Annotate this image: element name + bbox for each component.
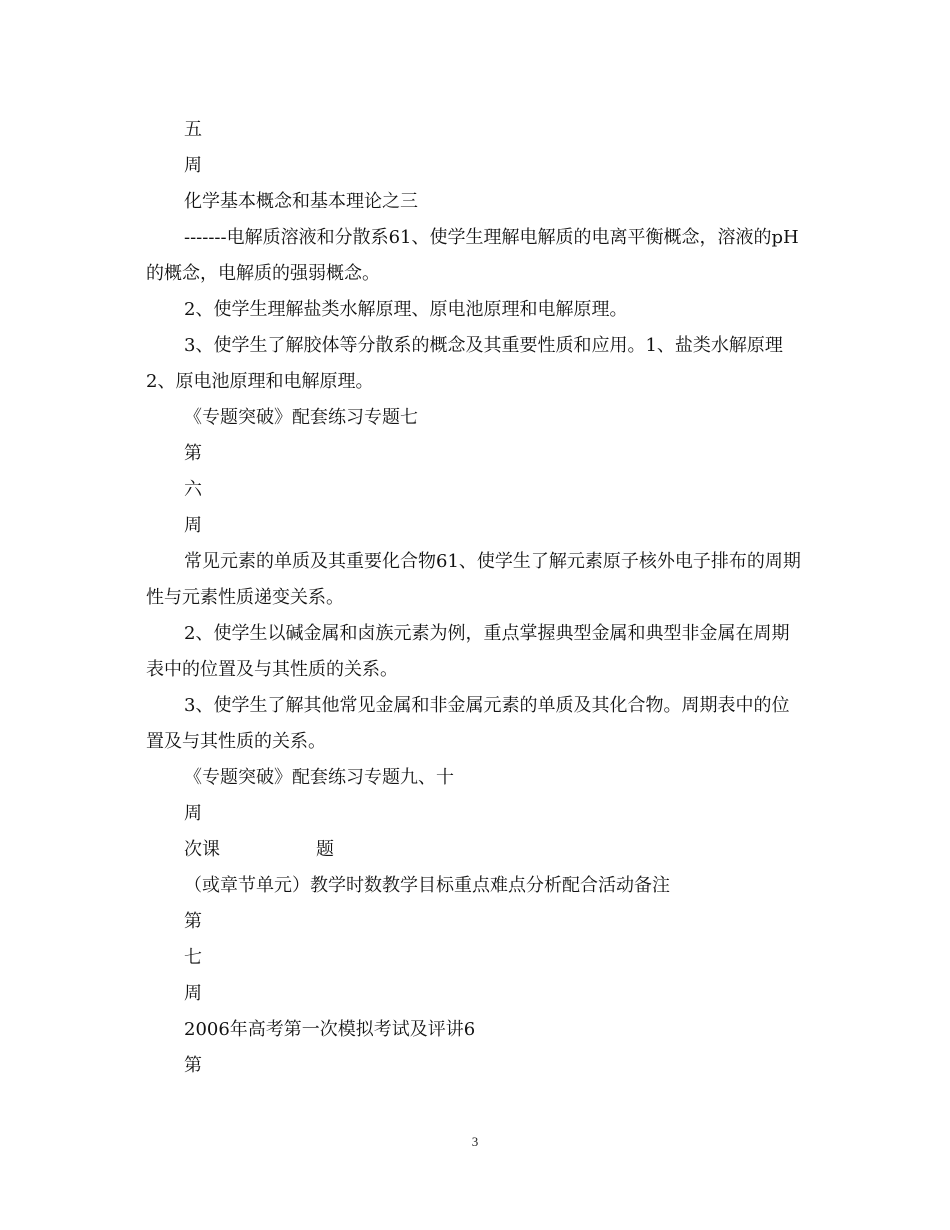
text-line: 周 <box>184 983 202 1004</box>
paragraph <box>146 544 806 616</box>
paragraph <box>146 220 806 292</box>
paragraph <box>146 616 806 688</box>
text-line: 周 <box>184 515 202 536</box>
text-line: 2、使学生理解盐类水解原理、原电池原理和电解原理。 <box>184 299 628 320</box>
text-line: 七 <box>184 947 202 968</box>
text-line: 周 <box>184 803 202 824</box>
text-line: 六 <box>184 479 202 500</box>
paragraph <box>146 688 806 760</box>
paragraph-text: 3、使学生了解胶体等分散系的概念及其重要性质和应用。1、盐类水解原理2、原电池原理和电解原理。 <box>146 335 783 392</box>
paragraph-text: 常见元素的单质及其重要化合物61、使学生了解元素原子核外电子排布的周期性与元素性质递变关系。 <box>146 551 801 608</box>
text-line: 第 <box>184 911 202 932</box>
header-cell: 次课 <box>184 839 220 860</box>
header-cell: 题 <box>316 839 334 860</box>
paragraph-text: 3、使学生了解其他常见金属和非金属元素的单质及其化合物。周期表中的位置及与其性质的关系。 <box>146 695 790 752</box>
text-line: 《专题突破》配套练习专题七 <box>184 407 418 428</box>
text-line: 第 <box>184 1055 202 1076</box>
text-line: 化学基本概念和基本理论之三 <box>184 191 418 212</box>
text-line: 《专题突破》配套练习专题九、十 <box>184 767 454 788</box>
text-line: 五 <box>184 119 202 140</box>
table-header-line <box>146 832 806 868</box>
text-line: （或章节单元）教学时数教学目标重点难点分析配合活动备注 <box>184 875 670 896</box>
text-line: 第 <box>184 443 202 464</box>
paragraph-text: 2、使学生以碱金属和卤族元素为例，重点掌握典型金属和典型非金属在周期表中的位置及与其性质的关系。 <box>146 623 790 680</box>
paragraph <box>146 328 806 400</box>
document-body <box>146 112 806 1084</box>
paragraph-text: -------电解质溶液和分散系61、使学生理解电解质的电离平衡概念，溶液的pH的概念，电解质的强弱概念。 <box>146 227 799 284</box>
text-line: 周 <box>184 155 202 176</box>
text-line: 2006年高考第一次模拟考试及评讲6 <box>184 1019 476 1040</box>
page-number: 3 <box>471 1134 479 1149</box>
